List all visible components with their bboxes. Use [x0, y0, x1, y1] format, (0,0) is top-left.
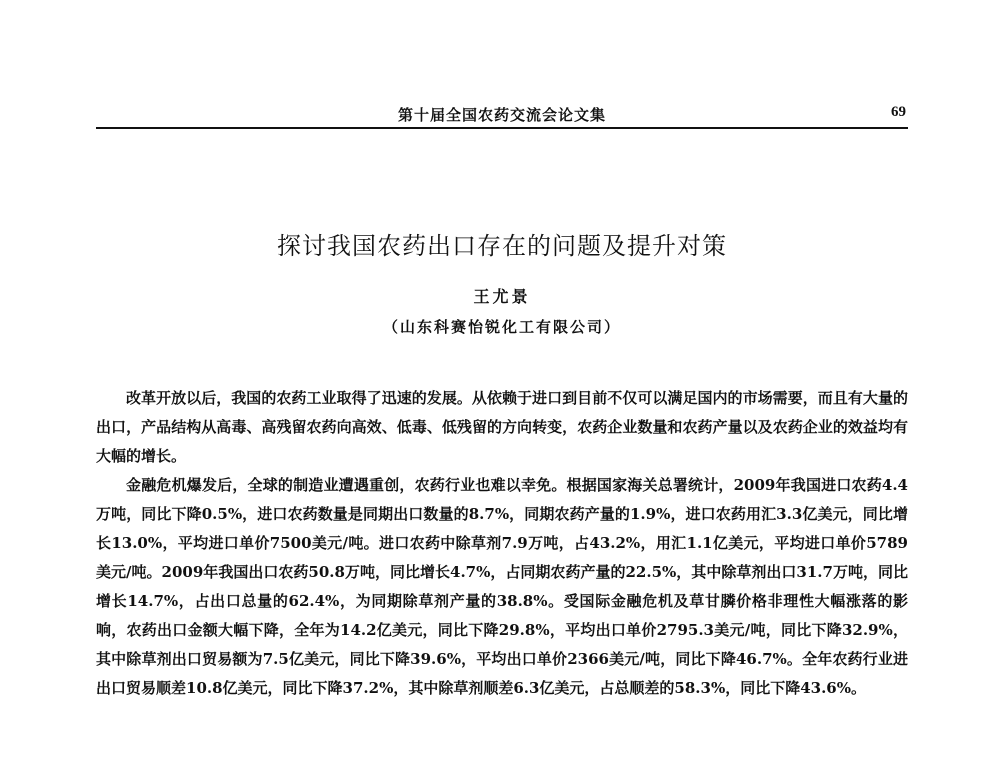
running-header [96, 104, 908, 126]
header-rule [96, 127, 908, 129]
running-title: 第十届全国农药交流会论文集 [397, 106, 606, 124]
article-title: 探讨我国农药出口存在的问题及提升对策 [277, 232, 727, 261]
article-body [96, 384, 908, 703]
paragraph-2: 金融危机爆发后，全球的制造业遭遇重创，农药行业也难以幸免。根据国家海关总署统计，2009年我国进口农药4.4万吨，同比下降0.5%，进口农药数量是同期出口数量的8.7%，同期农药产量的1.9%，进口农药用汇3.3亿美元，同比增长13.0%，平均进口单价7500美元/吨。进口农药中除草剂7.9万吨，占43.2%，用汇1.1亿美元，平均进口单价5789美元/吨。2009年我国出口农药50.8万吨，同比增长4.7%，占同期农药产量的22.5%，其中除草剂出口31.7万吨，同比增长14.7%，占出口总量的62.4%，为同期除草剂产量的38.8%。受国际金融危机及草甘膦价格非理性大幅涨落的影响，农药出口金额大幅下降，全年为14.2亿美元，同比下降29.8%，平均出口单价2795.3美元/吨，同比下降32.9%，其中除草剂出口贸易额为7.5亿美元，同比下降39.6%，平均出口单价2366美元/吨，同比下降46.7%。全年农药行业进出口贸易顺差10.8亿美元，同比下降37.2%，其中除草剂顺差6.3亿美元，占总顺差的58.3%，同比下降43.6%。 [96, 476, 908, 697]
author-affiliation: （山东科赛怡锐化工有限公司） [382, 318, 621, 336]
page-number: 69 [891, 104, 906, 120]
author-name: 王尤景 [473, 287, 531, 306]
paragraph-1: 改革开放以后，我国的农药工业取得了迅速的发展。从依赖于进口到目前不仅可以满足国内的市场需要，而且有大量的出口，产品结构从高毒、高残留农药向高效、低毒、低残留的方向转变，农药企业数量和农药产量以及农药企业的效益均有大幅的增长。 [96, 389, 908, 465]
